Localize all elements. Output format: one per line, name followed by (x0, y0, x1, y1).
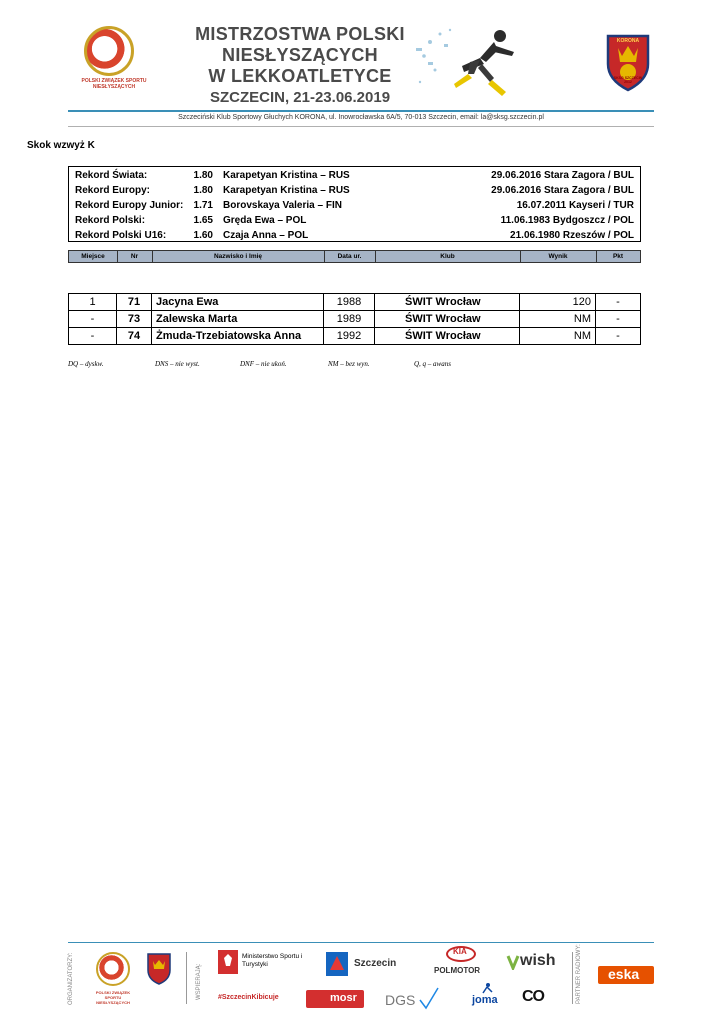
cell-result: NM (520, 328, 596, 345)
pzsn-emblem-icon (84, 26, 134, 76)
cell-place: - (69, 311, 117, 328)
cell-name: Zalewska Marta (152, 311, 324, 328)
cell-nr: 73 (117, 311, 152, 328)
organizers-label: ORGANIZATORZY: (68, 952, 74, 1005)
support-label: WSPIERAJĄ: (196, 963, 202, 1000)
column-header-nr: Nr (117, 251, 153, 262)
cell-place: 1 (69, 294, 117, 311)
record-label: Rekord Europy Junior: (75, 200, 184, 211)
cell-born: 1988 (324, 294, 375, 311)
cell-club: ŚWIT Wrocław (375, 328, 520, 345)
record-place: 29.06.2016 Stara Zagora / BUL (491, 170, 634, 181)
eska-text: eska (608, 966, 640, 982)
legend-dns: DNS – nie wyst. (155, 360, 200, 368)
table-row (69, 311, 641, 328)
event-title: Skok wzwyż K (27, 140, 95, 151)
legend-dnf: DNF – nie ukoń. (240, 360, 287, 368)
record-place: 29.06.2016 Stara Zagora / BUL (491, 185, 634, 196)
korona-logo-label: KORONA (616, 38, 640, 44)
wish-leaf-icon (506, 954, 520, 970)
cell-born: 1989 (324, 311, 375, 328)
legend-nm: NM – bez wyn. (328, 360, 370, 368)
dgs-check-icon (418, 986, 440, 1012)
record-holder: Borovskaya Valeria – FIN (223, 200, 342, 211)
header-address: Szczeciński Klub Sportowy Głuchych KORONA, ul. Inowrocławska 6A/5, 70-013 Szczecin, email: la@sksg.szczecin.pl (178, 114, 544, 121)
column-header-miejsce: Miejsce (69, 251, 118, 262)
joma-runner-icon (480, 982, 494, 994)
record-holder: Karapetyan Kristina – RUS (223, 185, 350, 196)
legend-dq: DQ – dyskw. (68, 360, 104, 368)
sprinter-icon (410, 22, 530, 106)
polmotor-text: POLMOTOR (434, 966, 481, 975)
szczecin-city-logo-icon (326, 952, 348, 976)
cell-club: ŚWIT Wrocław (375, 294, 520, 311)
footer-separator (572, 952, 573, 1004)
results-column-headers (68, 250, 641, 263)
column-header-name: Nazwisko i Imię (152, 251, 325, 262)
record-holder: Gręda Ewa – POL (223, 215, 307, 226)
cell-name: Żmuda-Trzebiatowska Anna (152, 328, 324, 345)
wish-text: wish (520, 952, 556, 969)
footer-korona-shield-icon (146, 952, 172, 986)
footer-divider (68, 942, 654, 943)
cell-result: 120 (520, 294, 596, 311)
mosr-text: mosr (330, 992, 357, 1004)
record-value: 1.71 (193, 200, 213, 211)
footer-separator (186, 952, 187, 1004)
cell-club: ŚWIT Wrocław (375, 311, 520, 328)
kia-text: KIA (453, 947, 467, 956)
column-header-club: Klub (375, 251, 521, 262)
korona-logo-sub: SKSG SZCZECIN 2012 (613, 76, 643, 84)
cell-nr: 74 (117, 328, 152, 345)
record-value: 1.80 (193, 185, 213, 196)
joma-text: joma (472, 994, 498, 1006)
partner-label: PARTNER RADIOWY: (576, 944, 582, 1004)
column-header-result: Wynik (520, 251, 597, 262)
hashtag-text: #SzczecinKibicuje (218, 994, 279, 1001)
cell-points: - (596, 311, 641, 328)
cell-born: 1992 (324, 328, 375, 345)
championship-title (190, 24, 410, 109)
record-row (69, 213, 640, 228)
cell-place: - (69, 328, 117, 345)
cell-name: Jacyna Ewa (152, 294, 324, 311)
table-row (69, 294, 641, 311)
column-header-points: Pkt (612, 253, 624, 260)
cell-points: - (596, 294, 641, 311)
cell-nr: 71 (117, 294, 152, 311)
record-row (69, 228, 640, 243)
footer-pzsn-logo-icon (96, 952, 130, 986)
record-value: 1.65 (193, 215, 213, 226)
pzsn-logo-text: POLSKI ZWIĄZEK SPORTU NIESŁYSZĄCYCH (81, 78, 147, 90)
title-line-1: MISTRZOSTWA POLSKI (195, 24, 405, 44)
record-value: 1.80 (193, 170, 213, 181)
szczecin-text: Szczecin (354, 958, 397, 969)
legend-q: Q, q – awans (414, 360, 451, 368)
record-label: Rekord Polski: (75, 215, 146, 226)
footer-pzsn-text: POLSKI ZWIĄZEK SPORTU NIESŁYSZĄCYCH (95, 990, 131, 1005)
table-row (69, 328, 641, 345)
title-date: SZCZECIN, 21-23.06.2019 (209, 89, 391, 106)
title-line-3: W LEKKOATLETYCE (208, 66, 392, 86)
header-divider (68, 110, 654, 112)
record-row (69, 168, 640, 183)
co-text: CO (522, 988, 544, 1005)
record-label: Rekord Świata: (75, 170, 148, 181)
cell-points: - (596, 328, 641, 345)
column-header-born: Data ur. (324, 251, 376, 262)
pzsn-logo (78, 22, 148, 104)
title-line-2: NIESŁYSZĄCYCH (222, 45, 378, 65)
records-box (68, 166, 641, 242)
record-label: Rekord Europy: (75, 185, 151, 196)
record-place: 11.06.1983 Bydgoszcz / POL (500, 215, 634, 226)
record-holder: Czaja Anna – POL (223, 230, 309, 241)
record-label: Rekord Polski U16: (75, 230, 167, 241)
results-table (68, 293, 641, 345)
record-row (69, 183, 640, 198)
cell-result: NM (520, 311, 596, 328)
record-holder: Karapetyan Kristina – RUS (223, 170, 350, 181)
record-row (69, 198, 640, 213)
header-divider-thin (68, 126, 654, 127)
ministry-eagle-icon (218, 950, 238, 974)
record-value: 1.60 (193, 230, 213, 241)
ministry-name: Ministerstwo Sportu i Turystyki (242, 953, 303, 968)
record-place: 16.07.2011 Kayseri / TUR (516, 200, 634, 211)
record-place: 21.06.1980 Rzeszów / POL (510, 230, 634, 241)
dgs-text: DGS (385, 992, 416, 1008)
